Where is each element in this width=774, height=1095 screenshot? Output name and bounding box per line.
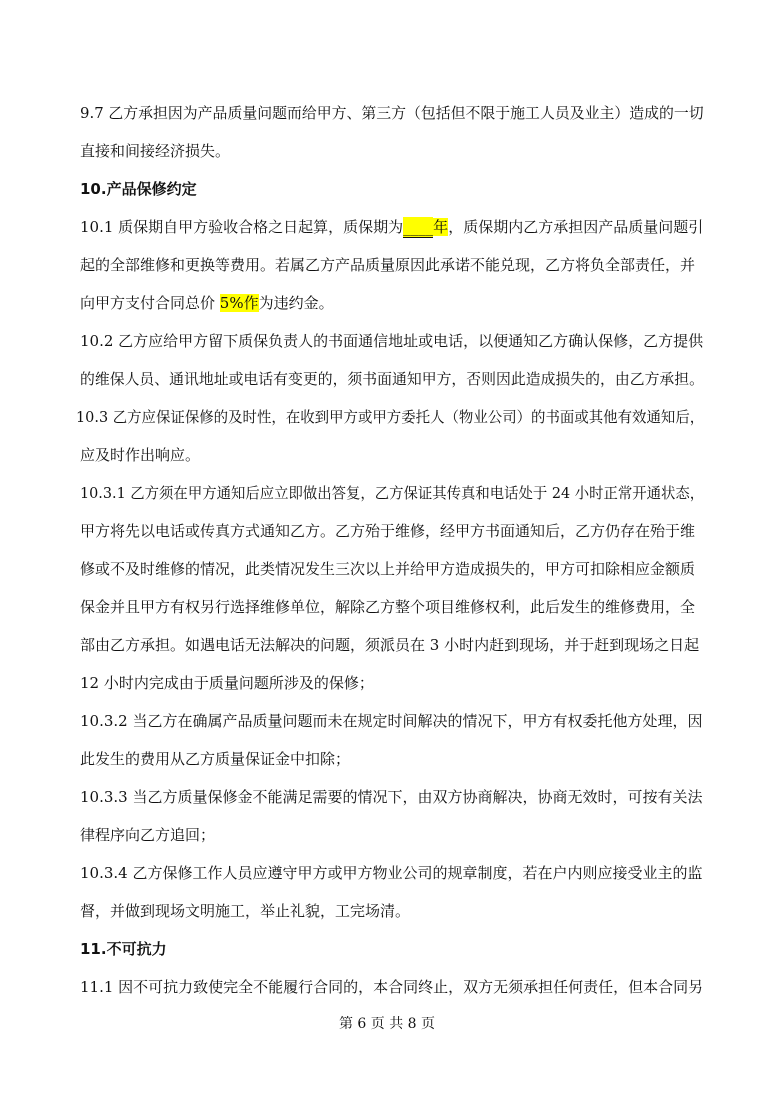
line-18: 此发生的费用从乙方质量保证金中扣除； — [80, 750, 351, 768]
line-24: 11.1 因不可抗力致使完全不能履行合同的，本合同终止，双方无须承担任何责任，但本合同另 — [80, 978, 704, 996]
line-04 — [80, 217, 703, 238]
line-08: 的维保人员、通讯地址或电话有变更的，须书面通知甲方，否则因此造成损失的，由乙方承担。 — [80, 370, 705, 388]
line-05: 起的全部维修和更换等费用。若属乙方产品质量原因此承诺不能兑现，乙方将负全部责任，并 — [80, 256, 696, 274]
section-heading-11: 11.不可抗力 — [80, 940, 167, 958]
line-20: 律程序向乙方追回； — [80, 826, 216, 844]
line-13: 修或不及时维修的情况，此类情况发生三次以上并给甲方造成损失的，甲方可扣除相应金额质 — [80, 560, 696, 578]
line-15: 部由乙方承担。如遇电话无法解决的问题，须派员在 3 小时内赶到现场，并于赶到现场之日起 — [80, 636, 700, 654]
line-06-pre: 向甲方支付合同总价 — [80, 294, 220, 312]
line-21: 10.3.4 乙方保修工作人员应遵守甲方或甲方物业公司的规章制度，若在户内则应接受业主的监 — [80, 864, 703, 882]
warranty-years-unit: 年 — [433, 218, 449, 236]
line-01: 9.7 乙方承担因为产品质量问题而给甲方、第三方（包括但不限于施工人员及业主）造成的一切 — [80, 104, 704, 122]
line-22: 督，并做到现场文明施工，举止礼貌，工完场清。 — [80, 902, 411, 920]
line-16: 12 小时内完成由于质量问题所涉及的保修； — [80, 674, 374, 692]
line-04-pre: 10.1 质保期自甲方验收合格之日起算，质保期为 — [80, 218, 404, 236]
warranty-years-blank: ____ — [403, 218, 434, 236]
line-10: 应及时作出响应。 — [80, 446, 201, 464]
penalty-percent-highlight: 5%作 — [219, 294, 259, 312]
line-06-post: 为违约金。 — [258, 294, 334, 312]
line-17: 10.3.2 当乙方在确属产品质量问题而未在规定时间解决的情况下，甲方有权委托他方处理，因 — [80, 712, 703, 730]
line-02: 直接和间接经济损失。 — [80, 142, 231, 160]
line-07: 10.2 乙方应给甲方留下质保负责人的书面通信地址或电话，以便通知乙方确认保修，乙方提供 — [80, 332, 704, 350]
line-04-post: ，质保期内乙方承担因产品质量问题引 — [448, 218, 704, 236]
line-19: 10.3.3 当乙方质量保修金不能满足需要的情况下，由双方协商解决，协商无效时，可按有关法 — [80, 788, 703, 806]
line-12: 甲方将先以电话或传真方式通知乙方。乙方殆于维修，经甲方书面通知后，乙方仍存在殆于维 — [80, 522, 696, 540]
section-heading-10: 10.产品保修约定 — [80, 180, 197, 198]
line-06 — [80, 293, 334, 313]
line-14: 保金并且甲方有权另行选择维修单位，解除乙方整个项目维修权利，此后发生的维修费用，全 — [80, 598, 696, 616]
line-09: 10.3 乙方应保证保修的及时性，在收到甲方或甲方委托人（物业公司）的书面或其他有效通知后， — [76, 408, 705, 426]
page-footer: 第 6 页 共 8 页 — [338, 1016, 436, 1032]
line-11: 10.3.1 乙方须在甲方通知后应立即做出答复，乙方保证其传真和电话处于 24 小时正常开通状态， — [80, 484, 705, 502]
